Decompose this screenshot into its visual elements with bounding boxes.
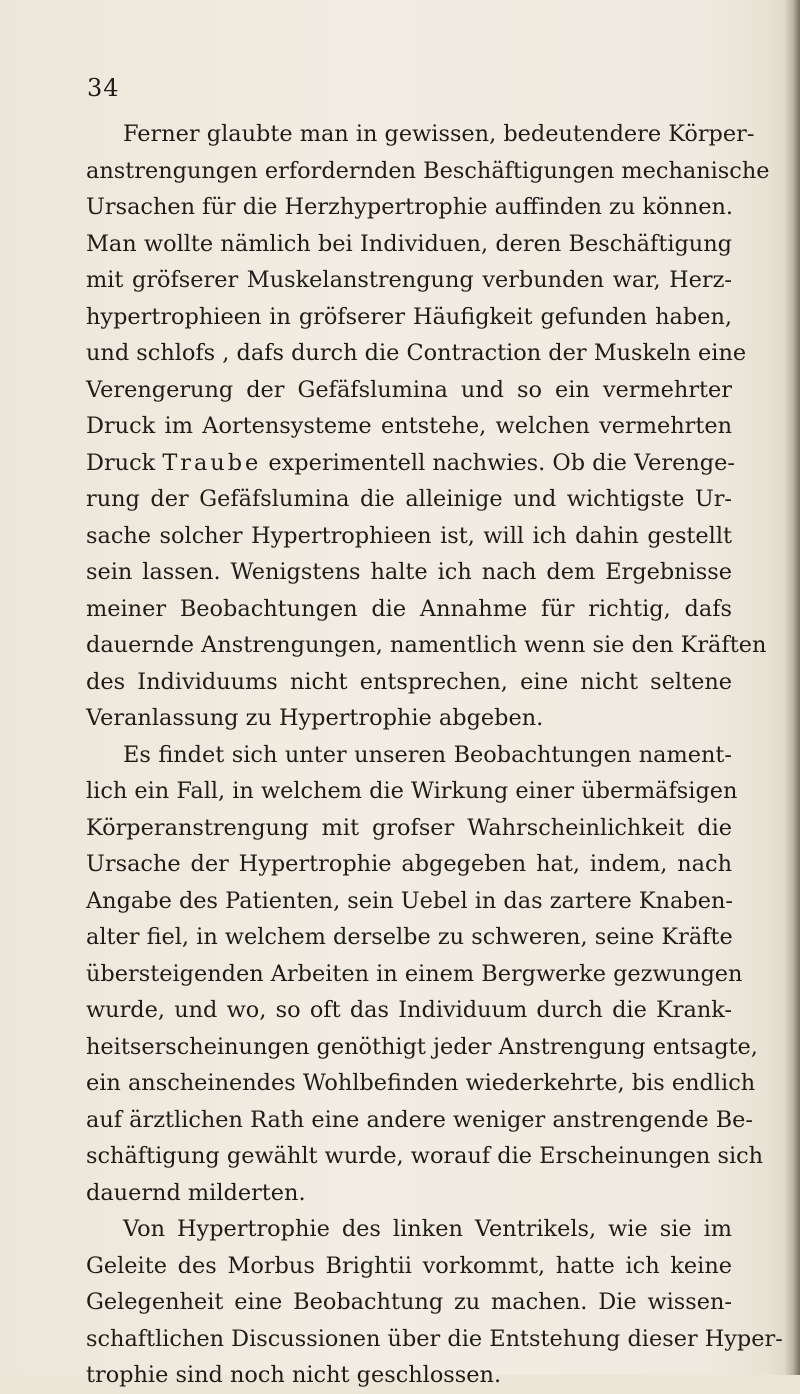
text-line: Druck im Aortensysteme entstehe, welchen vermehrten <box>86 413 732 439</box>
text-line: anstrengungen erfordernden Beschäftigungen mechanische <box>86 157 770 184</box>
page-number: 34 <box>87 74 120 102</box>
text-line: Körperanstrengung mit grofser Wahrscheinlichkeit die <box>86 814 732 841</box>
text-line: wurde, und wo, so oft das Individuum durch die Krank- <box>86 997 732 1023</box>
text-line: sein lassen. Wenigstens halte ich nach dem Ergebnisse <box>86 559 732 585</box>
text-line: des Individuums nicht entsprechen, eine nicht seltene <box>86 668 732 695</box>
text-line: Ursache der Hypertrophie abgegeben hat, indem, nach <box>86 851 732 877</box>
text-line: heitserscheinungen genöthigt jeder Anstrengung entsagte, <box>86 1033 758 1060</box>
text-line: Gelegenheit eine Beobachtung zu machen. Die wissen- <box>86 1289 732 1315</box>
text-line: ein anscheinendes Wohlbefinden wiederkehrte, bis endlich <box>86 1070 756 1096</box>
text-line: Ursachen für die Herzhypertrophie auffinden zu können. <box>86 194 734 220</box>
text-line: Ferner glaubte man in gewissen, bedeutendere Körper- <box>123 121 755 147</box>
text-line: Es findet sich unter unseren Beobachtungen nament- <box>123 741 732 768</box>
text-line: alter fiel, in welchem derselbe zu schweren, seine Kräfte <box>86 924 733 950</box>
text-line: Angabe des Patienten, sein Uebel in das zartere Knaben- <box>86 887 733 914</box>
text-line: Geleite des Morbus Brightii vorkommt, hatte ich keine <box>86 1252 732 1279</box>
emphasized-name: Traube <box>162 449 262 476</box>
text-line: lich ein Fall, in welchem die Wirkung einer übermäfsigen <box>86 778 738 804</box>
page-edge-shadow <box>784 0 800 1375</box>
text-line: übersteigenden Arbeiten in einem Bergwerke gezwungen <box>86 960 743 987</box>
text-line: mit gröfserer Muskelanstrengung verbunden war, Herz- <box>86 267 732 293</box>
text-line: Von Hypertrophie des linken Ventrikels, wie sie im <box>123 1216 732 1242</box>
text-line: Verengerung der Gefäfslumina und so ein vermehrter <box>86 376 732 403</box>
text-line: und schlofs , dafs durch die Contraction der Muskeln eine <box>86 340 747 366</box>
text-line: hypertrophieen in gröfserer Häufigkeit gefunden haben, <box>86 303 732 330</box>
text-line: auf ärztlichen Rath eine andere weniger anstrengende Be- <box>86 1106 753 1133</box>
text-line: Veranlassung zu Hypertrophie abgeben. <box>86 705 544 731</box>
text-line: dauernde Anstrengungen, namentlich wenn sie den Kräften <box>86 632 767 658</box>
text-line: sache solcher Hypertrophieen ist, will ich dahin gestellt <box>86 522 732 549</box>
text-line: trophie sind noch nicht geschlossen. <box>86 1362 502 1388</box>
text-line: dauernd milderten. <box>86 1179 306 1206</box>
text-line: Man wollte nämlich bei Individuen, deren Beschäftigung <box>86 230 732 257</box>
text-line: schaftlichen Discussionen über die Entstehung dieser Hyper- <box>86 1325 783 1352</box>
text-line: schäftigung gewählt wurde, worauf die Erscheinungen sich <box>86 1143 764 1169</box>
text-line: rung der Gefäfslumina die alleinige und wichtigste Ur- <box>86 486 732 512</box>
text-line: meiner Beobachtungen die Annahme für richtig, dafs <box>86 595 732 622</box>
body-text <box>86 116 783 1394</box>
text-line: Druck Traube experimentell nachwies. Ob die Verenge- <box>86 449 735 476</box>
